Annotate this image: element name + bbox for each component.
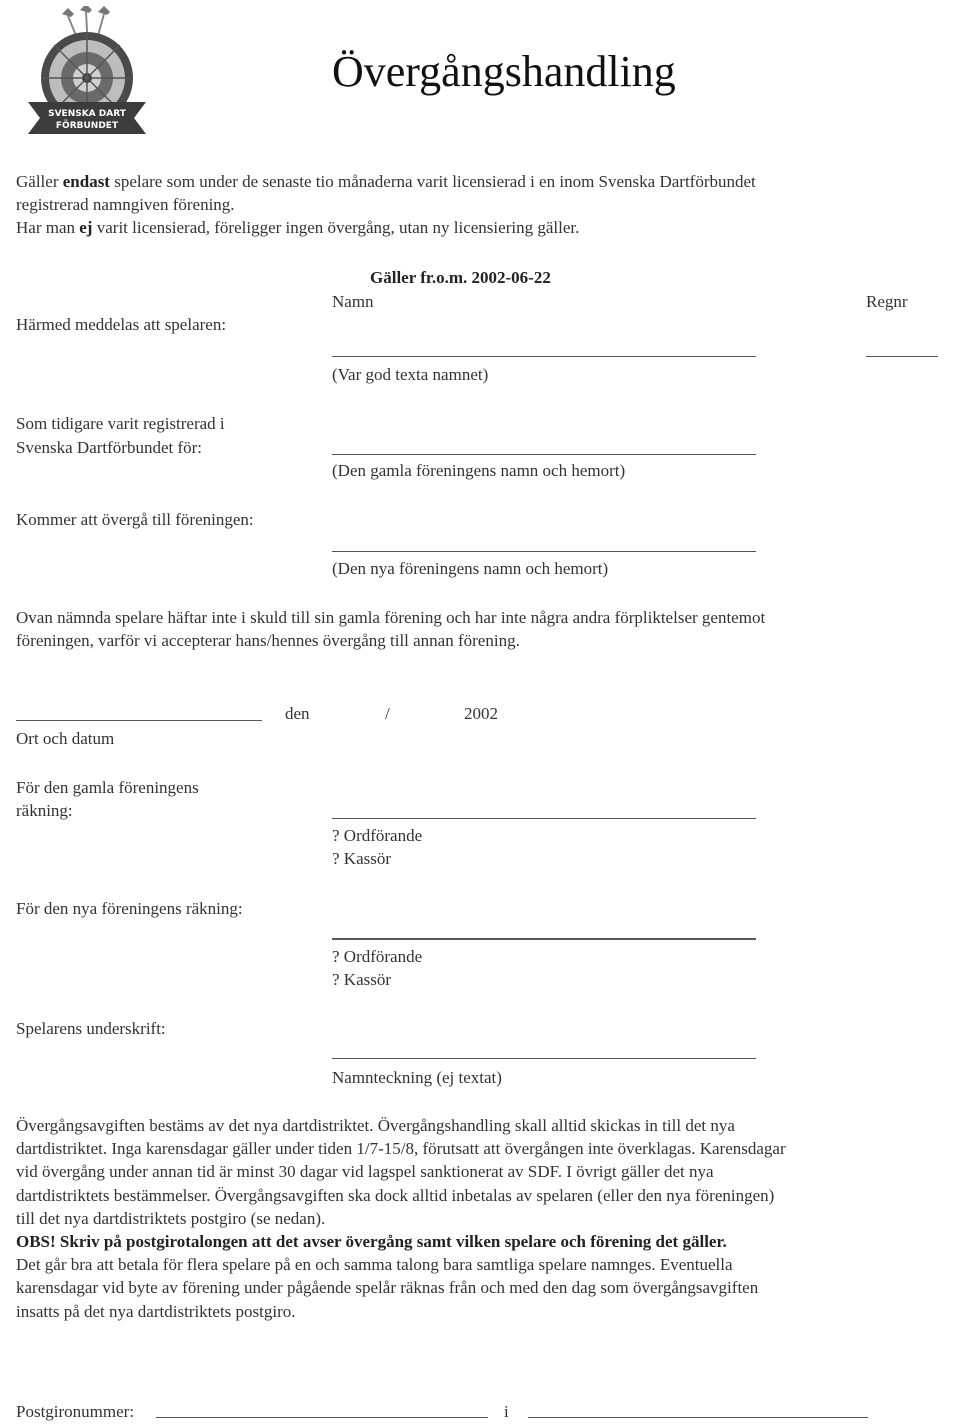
player-regnr-field[interactable] [866,356,938,357]
place-date-label: Ort och datum [16,729,115,748]
obs-notice: OBS! Skriv på postgirotalongen att det avser övergång samt vilken spelare och förening det gäller. [16,1232,727,1252]
new-club-cashier: ? Kassör [332,970,392,989]
new-club-hint: (Den nya föreningens namn och hemort) [332,559,609,578]
new-club-sign-label: För den nya föreningens räkning: [16,899,243,918]
previous-club-label-2: Svenska Dartförbundet för: [16,438,203,457]
date-slash: / [385,704,390,723]
old-club-signature-field[interactable] [332,818,756,819]
old-club-sign-label-1: För den gamla föreningens [16,778,199,797]
declaration-text: Ovan nämnda spelare häftar inte i skuld till sin gamla förening och har inte några andra förpliktelser gentemot föreningen, varför vi accepterar hans/hennes övergång till annan förening. [16,608,766,651]
new-club-field[interactable] [332,551,756,552]
postgiro-number-field[interactable] [156,1417,488,1418]
intro-text: Gäller endast spelare som under de senaste tio månaderna varit licensierad i en inom Svenska Dartförbundet registrerad namngiven förening. Har man ej varit licensierad, föreligger ingen övergång, utan ny licensiering gäller. [16,172,756,238]
player-signature-label: Spelarens underskrift: [16,1019,166,1038]
player-signature-field[interactable] [332,1058,756,1059]
postgiro-district-field[interactable] [528,1417,868,1418]
svg-text:SVENSKA DART: SVENSKA DART [48,109,126,119]
player-name-hint: (Var god texta namnet) [332,365,489,384]
date-den: den [285,704,310,723]
new-club-label: Kommer att övergå till föreningen: [16,510,254,529]
old-club-sign-label-2: räkning: [16,801,73,820]
old-club-chair: ? Ordförande [332,826,423,845]
svg-text:FÖRBUNDET: FÖRBUNDET [55,121,119,131]
new-club-signature-field[interactable] [332,938,756,940]
new-club-chair: ? Ordförande [332,947,423,966]
date-year: 2002 [464,704,498,723]
postgiro-label: Postgironummer: [16,1402,135,1421]
old-club-cashier: ? Kassör [332,849,392,868]
name-header: Namn [332,292,374,311]
svenska-dartforbundet-logo [22,6,152,140]
regnr-header: Regnr [866,292,908,311]
previous-club-field[interactable] [332,454,756,455]
previous-club-hint: (Den gamla föreningens namn och hemort) [332,461,626,480]
player-signature-hint: Namnteckning (ej textat) [332,1068,502,1087]
fee-info-text: Övergångsavgiften bestäms av det nya dartdistriktet. Övergångshandling skall alltid skickas in till det nya dartdistriktet. Inga karensdagar gäller under tiden 1/7-15/8, förutsatt att övergången inte överklagas. Karensdagar vid övergång under annan tid är minst 30 dagar vid lagspel sanktionerat av SDF. I övrigt gäller det nya dartdistriktets bestämmelser. Övergångsavgiften ska dock alltid inbetalas av spelaren (eller den nya föreningen) till det nya dartdistriktets postgiro (se nedan). OBS! Skriv på postgirotalongen att det avser övergång samt vilken spelare och förening det gäller. Det går bra att betala för flera spelare på en och samma talong bara samtliga spelare namnges. Eventuella karensdagar vid byte av förening under pågående spelår räknas från och med den dag som övergångsavgiften insatts på det nya dartdistriktets postgiro. [16,1114,951,1323]
page-title: Övergångshandling [332,47,676,96]
previous-club-label-1: Som tidigare varit registrerad i [16,414,225,433]
player-label: Härmed meddelas att spelaren: [16,315,227,334]
postgiro-i: i [504,1402,509,1421]
valid-from: Gäller fr.o.m. 2002-06-22 [370,268,551,287]
player-name-field[interactable] [332,356,756,357]
place-field[interactable] [16,720,262,721]
